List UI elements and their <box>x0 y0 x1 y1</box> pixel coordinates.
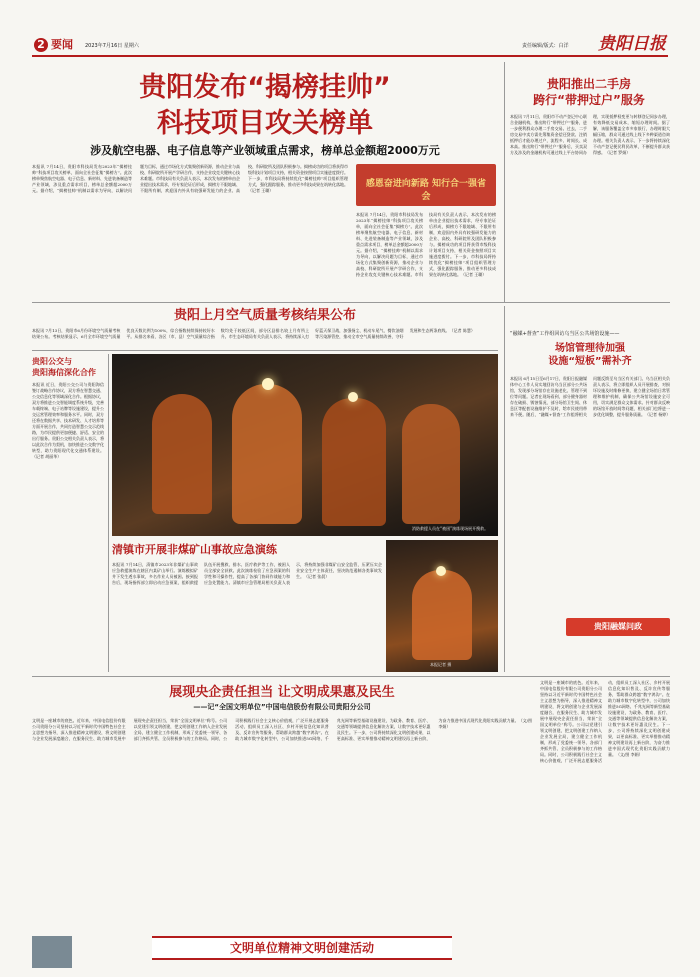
lead-story-slogan-banner <box>356 164 496 206</box>
air-quality-body: 本报讯 7月13日，贵阳市6月份环境空气质量考核结果公布。考核结果显示，6月全市环境空气质量优良天数比例为100%，综合指数持续保持较好水平。从排名来看，各区（市、县）空气质量综合指数均处于较低区间，部分区县排名较上月有所上升。市生态环境局有关负责人表示，将持续深入打好蓝天保卫战，加强扬尘、机动车尾气、餐饮油烟等污染源管控，推动全市空气质量持续改善，守好发展和生态两条底线。（记者 陈慧） <box>32 328 475 339</box>
inspection-title-line2: 设施“短板”需补齐 <box>548 356 632 367</box>
helmet-light <box>348 392 358 402</box>
section-name: 要闻 <box>51 38 73 51</box>
lead-story <box>32 64 498 300</box>
rescuer-figure <box>322 398 386 526</box>
mine-rescue-photo-2 <box>386 540 498 672</box>
bus-story-body: 本报讯 近日，贵阳公交公司与贵阳海信签订战略合作协议，双方将在智慧交通、公交信息化等领域深化合作。根据协议，双方将推进公交智能调度系统升级，完善车载终端、电子站牌等设施建设，提升公交运营管理效率和服务水平。同时，双方还将在数据共享、技术研发、人才培养等方面开展合作，共同打造智慧公交示范线路，为市民提供更加便捷、舒适、安全的出行服务。贵阳公交相关负责人表示，将以此次合作为契机，加快推进公交数字化转型，助力贵阳现代化交通体系建设。（记者 胡丽华） <box>32 382 104 459</box>
finance-story-title-line1: 贵阳推出二手房 <box>546 77 631 91</box>
rescuer-figure <box>232 384 302 524</box>
civilization-body-right: 文明是一座城市的底色。近年来，中国电信股份有限公司贵阳分公司坚持以习近平新时代中国特色社会主义思想为指导，深入推进精神文明建设，将文明创建与企业发展深度融合，在服务民生、助力城市发展中展现央企责任担当，荣获“全国文明单位”称号。公司以党建引领文明创建，把文明创建工作纳入企业发展全局，建立健全工作机制，形成了党委统一领导、各部门齐抓共管、全员积极参与的工作格局。同时，公司积极践行社会主义核心价值观，广泛开展志愿服务活动，组织员工深入社区、乡村开展信息化知识普及、反诈宣传等服务，帮助群众跨越“数字鸿沟”。在助力城市数字化转型中，公司加快推进5G网络、千兆光网等新型基础设施建设，为政务、教育、医疗、交通等领域提供信息化解决方案，让数字技术更好惠及民生。下一步，公司将持续深化文明创建成果，以更高标准、更实举措推动精神文明建设再上新台阶，为奋力推进中国式现代化贵阳实践贡献力量。（文/图 李娟） <box>540 680 670 763</box>
finance-story-title-line2: 跨行“带押过户”服务 <box>533 93 645 107</box>
bus-story-title-line1: 贵阳公交与 <box>32 357 72 366</box>
column-rule <box>108 354 109 672</box>
newspaper-logo: 贵阳日报 <box>598 34 666 54</box>
section-rule <box>32 350 498 351</box>
civilization-banner: 文明单位精神文明创建活动 <box>152 936 452 960</box>
mine-drill-story <box>112 540 382 672</box>
civilization-subtitle: ——记“全国文明单位”中国电信股份有限公司贵阳分公司 <box>193 703 371 711</box>
mine-rescue-photo <box>112 354 498 536</box>
media-hotline-badge: 贵阳融媒问政 <box>566 618 670 636</box>
lead-story-title-line1: 贵阳发布“揭榜挂帅” <box>139 72 391 103</box>
civilization-story <box>32 680 670 972</box>
lead-story-title-line2: 科技项目攻关榜单 <box>157 108 373 139</box>
civilization-body: 文明是一座城市的底色。近年来，中国电信股份有限公司贵阳分公司坚持以习近平新时代中国特色社会主义思想为指导，深入推进精神文明建设，将文明创建与企业发展深度融合，在服务民生、助力城市发展中展现央企责任担当，荣获“全国文明单位”称号。公司以党建引领文明创建，把文明创建工作纳入企业发展全局，建立健全工作机制，形成了党委统一领导、各部门齐抓共管、全员积极参与的工作格局。同时，公司积极践行社会主义核心价值观，广泛开展志愿服务活动，组织员工深入社区、乡村开展信息化知识普及、反诈宣传等服务，帮助群众跨越“数字鸿沟”。在助力城市数字化转型中，公司加快推进5G网络、千兆光网等新型基础设施建设，为政务、教育、医疗、交通等领域提供信息化解决方案，让数字技术更好惠及民生。下一步，公司将持续深化文明创建成果，以更高标准、更实举措推动精神文明建设再上新台阶，为奋力推进中国式现代化贵阳实践贡献力量。（文/图 李娟） <box>32 718 532 741</box>
rescuer-figure <box>152 394 212 514</box>
civilization-title: 展现央企责任担当 让文明成果惠及民生 <box>169 685 395 700</box>
slogan-text: 感恩奋进向新路 知行合一强省会 <box>365 179 487 202</box>
inspection-title-line1: 场馆管理待加强 <box>555 343 625 354</box>
finance-story <box>510 64 670 302</box>
column-rule <box>504 306 505 672</box>
page-number-badge: 2 <box>34 38 48 52</box>
masthead <box>0 0 700 60</box>
section-rule <box>32 302 670 303</box>
lead-story-body: 本报讯 7月14日，贵阳市科技局发布2023年“揭榜挂帅”科技项目攻关榜单，面向全社会征集“揭榜方”。此次榜单聚焦航空电器、电子信息、新材料、先进装备制造等产业领域，涉及重点需求项目，榜单总金额超2000万元。据介绍，“揭榜挂帅”机制以需求为导向，以解决问题为目标，通过市场化方式集聚创新资源，推动企业与高校、科研院所开展产学研合作，支持企业攻克关键核心技术难题。市科技局有关负责人表示，本次发布的榜单由企业提出技术需求，经专家论证后形成，揭榜方不限地域、不限所有制，欢迎国内外具有较强研发能力的企业、高校、科研院所及团队积极参与。揭榜成功的项目将获得市级科技计划项目支持，相关资金按照项目实施进度拨付。下一步，市科技局将持续优化“揭榜挂帅”项目组织管理方式，强化跟踪服务，推动更多科技成果在筑转化落地。（记者 王璐） <box>32 164 348 193</box>
rescuer-figure <box>402 404 460 524</box>
mine-drill-body: 本报讯 7月14日，清镇市2023年非煤矿山事故应急救援演练在辖区内某矿山举行。演练模拟矿井下发生透水事故，多名作业人员被困。接到报告后，现场指挥部立即启动应急预案，组织救援队伍开展搜救、排水、医疗救护等工作，被困人员全部安全获救。此次演练检验了应急预案的科学性和可操作性，提高了各部门协同作战能力和应急处置能力。清镇市应急管理局相关负责人表示，将持续加强非煤矿山安全监管，压紧压实企业安全生产主体责任，坚决防范遏制各类事故发生。（记者 张晨） <box>112 562 382 585</box>
helmet-light <box>262 378 274 390</box>
issue-date: 2023年7月16日 星期六 <box>85 43 139 49</box>
editor-credit: 责任编辑/版式：白洋 <box>522 43 569 49</box>
lead-story-body-continued: 本报讯 7月14日，贵阳市科技局发布2023年“揭榜挂帅”科技项目攻关榜单，面向全社会征集“揭榜方”。此次榜单聚焦航空电器、电子信息、新材料、先进装备制造等产业领域，涉及重点需求项目，榜单总金额超2000万元。据介绍，“揭榜挂帅”机制以需求为导向，以解决问题为目标，通过市场化方式集聚创新资源，推动企业与高校、科研院所开展产学研合作，支持企业攻克关键核心技术难题。市科技局有关负责人表示，本次发布的榜单由企业提出技术需求，经专家论证后形成，揭榜方不限地域、不限所有制，欢迎国内外具有较强研发能力的企业、高校、科研院所及团队积极参与。揭榜成功的项目将获得市级科技计划项目支持，相关资金按照项目实施进度拨付。下一步，市科技局将持续优化“揭榜挂帅”项目组织管理方式，强化跟踪服务，推动更多科技成果在筑转化落地。（记者 王璐） <box>356 212 496 277</box>
mine-drill-title: 清镇市开展非煤矿山事故应急演练 <box>112 543 277 556</box>
civilization-photo-left <box>32 936 72 968</box>
rescuer-figure <box>412 570 472 660</box>
bus-story-title-line2: 贵阳海信深化合作 <box>32 368 96 377</box>
bus-cooperation-story <box>32 354 104 672</box>
inspection-body: 本报讯 6月15日至6月17日，贵阳日报融媒体中心工作人员实地回访乌当区部分公共场馆，发现部分场馆存在设施老化、管理不到位等问题。记者在现场看到，部分健身器材存在破损、锈蚀情况，部分场馆卫生间、休息区等配套设施维护不及时，给市民使用带来不便。随后，“融媒+督查”工作组将相关问题反馈至乌当区有关部门。乌当区相关负责人表示，将立即组织人员开展排查，对损坏设施及时维修更换，建立健全场馆日常管理和维护机制，确保公共场馆设施安全可用，切实满足群众文体需求。针对群众反映的场馆开放时间等问题，相关部门也将进一步优化调整，提升服务质量。（记者 杨婷） <box>510 376 670 417</box>
inspection-kicker: “融媒+督查”工作组回访乌当区公共场馆设施—— <box>510 331 620 337</box>
air-quality-story <box>32 306 498 346</box>
lead-story-subtitle: 涉及航空电器、电子信息等产业领域重点需求，榜单总金额超2000万元 <box>90 144 440 157</box>
finance-story-body: 本报讯 7月11日，贵阳市不动产登记中心联合金融机构，推出跨行“带押过户”服务，进一步便利群众办理二手房交易。过去，二手房交易中卖方需先筹集资金偿还贷款、注销抵押后才能办理过户，流程多、时间长、成本高。推出跨行“带押过户”服务后，买卖双方及涉及的金融机构可通过线上平台协同办理，实现抵押权变更与转移登记同步办理，有效降低交易成本，缩短办理时间。据了解，该服务覆盖全市多家银行，办理时限大幅压缩，群众可通过线上线下多种渠道咨询办理。相关负责人表示，下一步将持续深化不动产登记便民利民改革，不断提升群众获得感。（记者 罗娟） <box>510 114 670 155</box>
helmet-light <box>436 566 446 576</box>
photo-caption-small: 本报记者 摄 <box>430 662 452 667</box>
photo-caption: 消防救援人员在“被困”演练现场展开搜救。 <box>412 526 489 531</box>
inspection-story <box>510 306 670 672</box>
masthead-rule <box>32 55 668 57</box>
air-quality-title: 贵阳上月空气质量考核结果公布 <box>173 308 356 323</box>
column-rule <box>504 62 505 302</box>
section-rule <box>32 676 670 677</box>
